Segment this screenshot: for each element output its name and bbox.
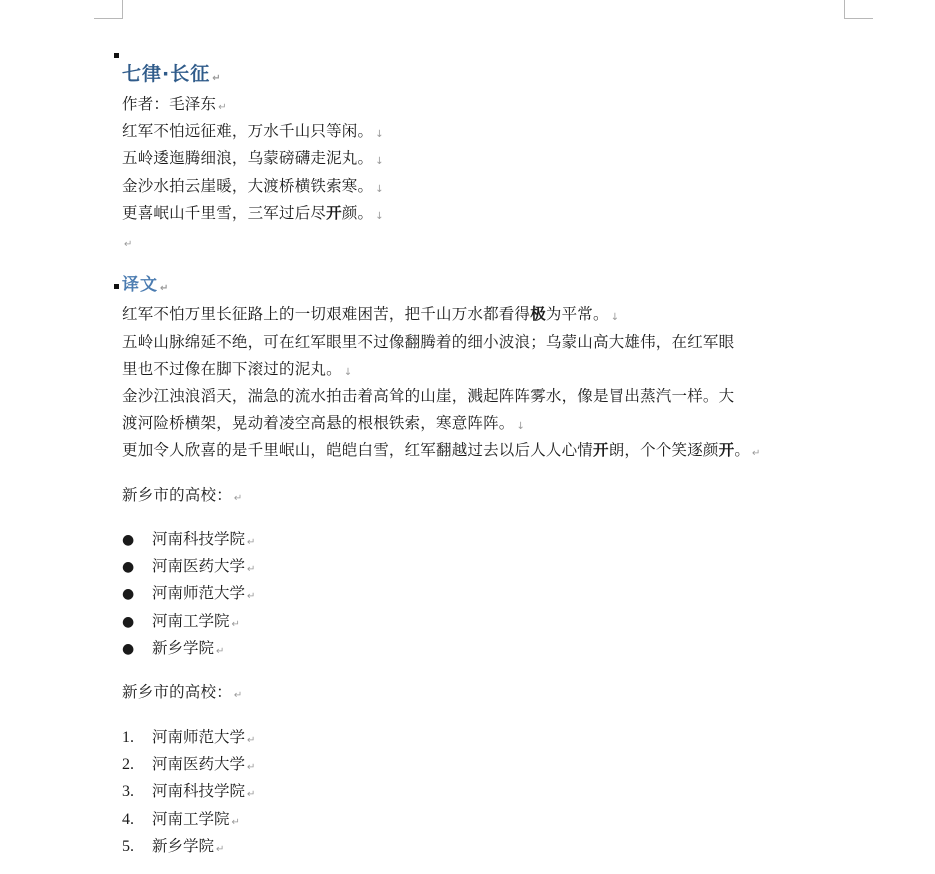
page-corner-mark-top-right (844, 0, 873, 19)
paragraph-mark: ↵ (247, 762, 256, 773)
poem-author[interactable] (122, 94, 227, 118)
poem-author-text: 作者：毛泽东 (122, 95, 217, 113)
line-break-mark: ↓ (375, 211, 384, 222)
list-number: 4. (122, 811, 134, 828)
numbered-list-item[interactable] (122, 754, 255, 778)
translation-line-text: 金沙江浊浪滔天，湍急的流水拍击着高耸的山崖，溅起阵阵雾水，像是冒出蒸汽一样。大 (122, 387, 735, 405)
paragraph-mark: ↵ (216, 844, 225, 855)
paragraph-mark: ↵ (233, 690, 243, 701)
translation-line[interactable] (122, 386, 734, 406)
line-break-mark: ↓ (343, 367, 353, 378)
numbered-list-item[interactable] (122, 727, 255, 751)
paragraph-mark: ↵ (247, 537, 256, 548)
poem-line-text: 金沙水拍云崖暖，大渡桥横铁索寒。 (122, 177, 374, 195)
heading-marker (114, 284, 119, 289)
translation-line-text: 为平常。 (545, 305, 609, 323)
bold-text: 开 (326, 204, 342, 222)
numbered-list-item[interactable] (122, 836, 224, 860)
translation-line[interactable] (122, 440, 761, 464)
numbered-list-item[interactable] (122, 781, 255, 805)
paragraph-mark: ↵ (247, 564, 256, 575)
bullet-icon: ● (122, 532, 135, 548)
list-item-text: 河南医药大学 (152, 755, 246, 773)
paragraph-mark: ↵ (752, 448, 761, 459)
translation-line-text: 朗，个个笑逐颜 (608, 441, 719, 459)
poem-line[interactable] (122, 148, 384, 172)
list-item-text: 河南工学院 (152, 612, 230, 630)
paragraph-mark: ↵ (231, 619, 240, 630)
paragraph-mark: ↵ (231, 817, 240, 828)
translation-heading[interactable] (122, 273, 169, 301)
poem-line-text: 颜。 (341, 204, 374, 222)
list-item[interactable] (122, 611, 240, 635)
list-item-text: 新乡学院 (152, 837, 215, 855)
line-break-mark: ↓ (375, 129, 384, 140)
list-item[interactable] (122, 583, 255, 607)
paragraph-mark: ↵ (247, 735, 256, 746)
translation-line-text: 红军不怕万里长征路上的一切艰难困苦，把千山万水都看得 (122, 305, 531, 323)
list-number: 1. (122, 729, 134, 746)
translation-line-text: 更加令人欣喜的是千里岷山，皑皑白雪，红军翻越过去以后人人心情 (122, 441, 594, 459)
poem-line-text: 五岭逶迤腾细浪，乌蒙磅礴走泥丸。 (122, 149, 374, 167)
list-number: 5. (122, 838, 134, 855)
numbered-list-intro[interactable] (122, 682, 243, 706)
bullet-icon: ● (122, 641, 135, 657)
list-item-text: 河南科技学院 (152, 530, 246, 548)
translation-line[interactable] (122, 359, 352, 383)
bold-text: 开 (593, 441, 609, 459)
poem-line-text: 更喜岷山千里雪，三军过后尽 (122, 204, 327, 222)
list-item-text: 河南工学院 (152, 810, 230, 828)
poem-line[interactable] (122, 176, 384, 200)
list-item-text: 河南师范大学 (152, 584, 246, 602)
bullet-icon: ● (122, 614, 135, 630)
paragraph-mark: ↵ (216, 646, 225, 657)
list-item-text: 河南师范大学 (152, 728, 246, 746)
paragraph-mark: ↵ (160, 283, 170, 294)
line-break-mark: ↓ (375, 156, 384, 167)
empty-paragraph[interactable] (122, 231, 133, 255)
heading-marker (114, 53, 119, 58)
list-item[interactable] (122, 529, 255, 553)
list-item-text: 河南医药大学 (152, 557, 246, 575)
list-number: 2. (122, 756, 134, 773)
list-intro-text: 新乡市的高校： (122, 683, 232, 701)
line-break-mark: ↓ (610, 312, 620, 323)
translation-line[interactable] (122, 332, 734, 352)
list-item[interactable] (122, 638, 224, 662)
list-number: 3. (122, 783, 134, 800)
poem-line-text: 红军不怕远征难，万水千山只等闲。 (122, 122, 374, 140)
poem-title[interactable] (122, 62, 222, 91)
paragraph-mark: ↵ (218, 102, 227, 113)
paragraph-mark: ↵ (233, 493, 243, 504)
paragraph-mark: ↵ (247, 789, 256, 800)
paragraph-mark: ↵ (247, 591, 256, 602)
list-item-text: 河南科技学院 (152, 782, 246, 800)
translation-line-text: 里也不过像在脚下滚过的泥丸。 (122, 360, 342, 378)
list-item[interactable] (122, 556, 255, 580)
list-item-text: 新乡学院 (152, 639, 215, 657)
poem-line[interactable] (122, 203, 384, 227)
bold-text: 开 (718, 441, 735, 459)
bold-text: 极 (530, 305, 546, 323)
list-intro-text: 新乡市的高校： (122, 486, 232, 504)
translation-line[interactable] (122, 304, 619, 328)
translation-line-text: 五岭山脉绵延不绝，可在红军眼里不过像翻腾着的细小波浪；乌蒙山高大雄伟，在红军眼 (122, 333, 735, 351)
bullet-icon: ● (122, 559, 135, 575)
poem-line[interactable] (122, 121, 384, 145)
line-break-mark: ↓ (516, 421, 526, 432)
translation-line-text: 。 (734, 441, 751, 459)
bulleted-list-intro[interactable] (122, 485, 243, 509)
translation-line-text: 渡河险桥横架，晃动着凌空高悬的根根铁索，寒意阵阵。 (122, 414, 515, 432)
paragraph-mark: ↵ (124, 239, 133, 250)
poem-title-text: 七律·长征 (122, 63, 211, 85)
page-corner-mark-top-left (94, 0, 123, 19)
bullet-icon: ● (122, 586, 135, 602)
translation-line[interactable] (122, 413, 525, 437)
translation-heading-text: 译文 (122, 275, 158, 295)
line-break-mark: ↓ (375, 184, 384, 195)
numbered-list-item[interactable] (122, 809, 240, 833)
paragraph-mark: ↵ (212, 73, 222, 84)
